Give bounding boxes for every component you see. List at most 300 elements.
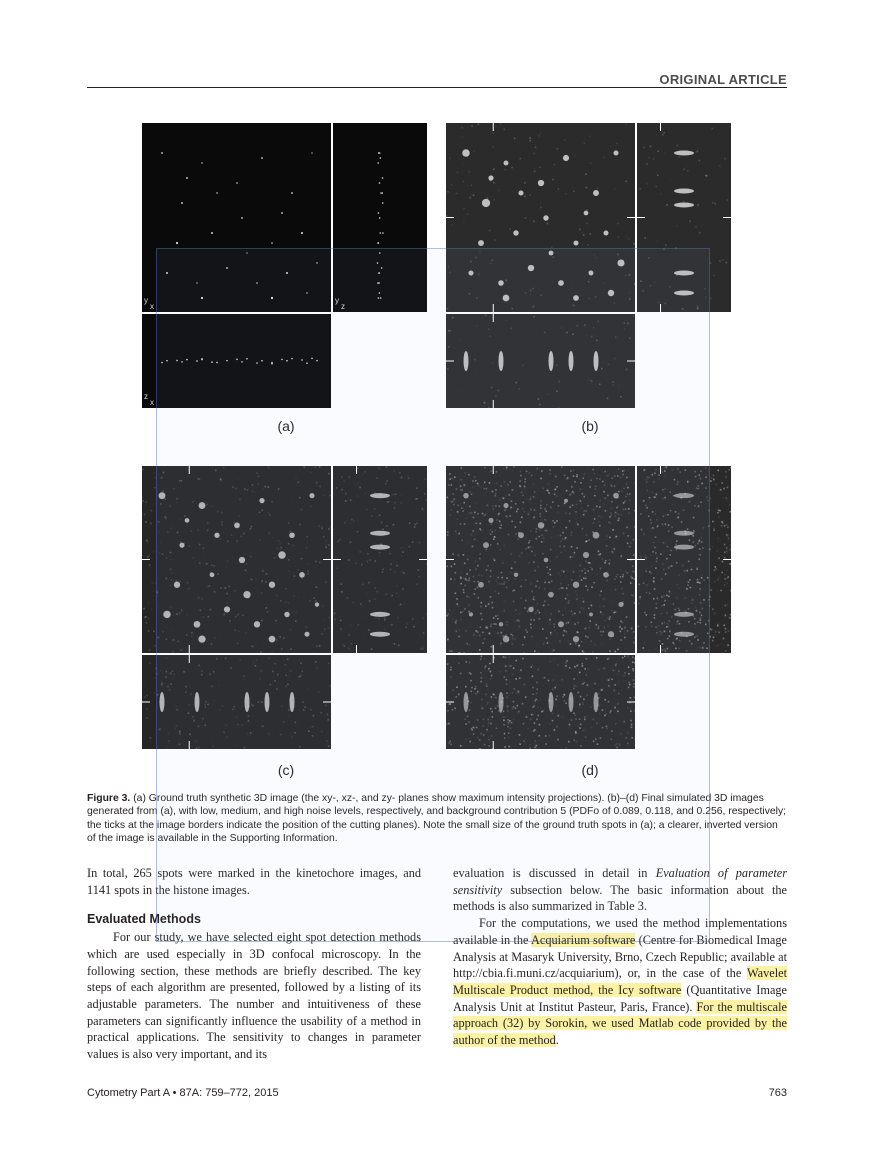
noise-grain [525,736,527,738]
noise-grain [612,529,614,531]
noise-grain [688,581,690,583]
noise-grain [204,704,206,706]
noise-grain [506,280,508,282]
noise-grain [500,524,502,526]
noise-grain [633,243,635,245]
noise-grain [534,492,536,494]
noise-grain [449,158,451,160]
noise-grain [694,623,696,625]
noise-grain [160,670,162,672]
noise-grain [474,359,476,361]
noise-grain [634,571,635,573]
noise-grain [179,612,181,614]
noise-grain [514,745,516,747]
noise-grain [512,583,514,585]
noise-grain [352,602,354,604]
noise-grain [447,240,449,242]
noise-grain [553,526,555,528]
noise-grain [511,634,513,636]
noise-grain [509,228,511,230]
noise-grain [476,727,478,729]
noise-grain [624,656,626,658]
noise-grain [316,645,318,647]
noise-grain [571,579,573,581]
noise-grain [515,578,517,580]
noise-grain [494,560,496,562]
noise-grain [398,645,400,647]
noise-grain [198,747,200,749]
noise-grain [598,669,600,671]
noise-grain [251,704,253,706]
noise-grain [544,582,546,584]
noise-grain [529,194,531,196]
spot [243,591,250,598]
noise-grain [500,671,502,673]
noise-grain [723,488,725,490]
noise-grain [565,537,567,539]
noise-grain [573,191,575,193]
noise-grain [632,582,634,584]
noise-grain [587,716,589,718]
noise-grain [479,633,481,635]
spot [176,242,178,244]
noise-grain [245,553,247,555]
noise-grain [646,507,648,509]
noise-grain [671,565,673,567]
noise-grain [530,627,532,629]
noise-grain [590,479,592,481]
noise-grain [614,486,616,488]
noise-grain [686,165,688,167]
noise-grain [145,521,147,523]
noise-grain [491,523,493,525]
spot [462,149,470,157]
noise-grain [634,637,635,639]
noise-grain [257,590,259,592]
noise-grain [548,484,550,486]
noise-grain [665,303,667,305]
noise-grain [587,244,589,246]
noise-grain [713,475,715,477]
noise-grain [277,674,279,676]
noise-grain [692,599,694,601]
noise-grain [314,652,316,653]
spot-profile [674,612,694,617]
noise-grain [450,667,452,669]
noise-grain [707,633,709,635]
noise-grain [689,579,691,581]
noise-grain [154,645,156,647]
noise-grain [175,728,177,730]
noise-grain [598,521,600,523]
noise-grain [628,512,630,514]
noise-grain [604,484,606,486]
noise-grain [280,734,282,736]
noise-grain [535,147,537,149]
noise-grain [522,508,524,510]
highlighted-text[interactable]: Acquiarium software [531,932,636,947]
noise-grain [461,507,463,509]
noise-grain [235,590,237,592]
noise-grain [550,549,552,551]
axis-label-x: x [150,398,154,407]
noise-grain [645,557,647,559]
noise-grain [533,518,535,520]
noise-grain [558,684,560,686]
noise-grain [154,677,156,679]
noise-grain [458,555,460,557]
noise-grain [609,563,611,565]
noise-grain [237,478,239,480]
noise-grain [422,648,424,650]
noise-grain [727,487,729,489]
noise-grain [477,719,479,721]
highlighted-text[interactable]: Wavelet Multiscale Product method, the Icy software [453,966,787,997]
noise-grain [409,522,411,524]
noise-grain [283,721,285,723]
spot [513,230,518,235]
noise-grain [469,293,471,295]
noise-grain [288,610,290,612]
noise-grain [241,724,243,726]
spot [380,157,382,159]
noise-grain [596,506,598,508]
noise-grain [362,584,364,586]
noise-grain [482,708,484,710]
noise-grain [318,525,320,527]
noise-grain [651,622,653,624]
noise-grain [247,617,249,619]
noise-grain [301,675,303,677]
noise-grain [263,488,265,490]
noise-grain [145,501,147,503]
spot [216,362,218,364]
noise-grain [602,481,604,483]
noise-grain [460,486,462,488]
noise-grain [487,702,489,704]
noise-grain [723,497,725,499]
noise-grain [693,517,695,519]
noise-grain [556,391,558,393]
text-run: For the computations, we used the method implementations available in the [453,916,787,947]
spot [269,582,275,588]
noise-grain [726,577,728,579]
noise-grain [531,475,533,477]
noise-grain [539,618,541,620]
noise-grain [579,689,581,691]
noise-grain [560,535,562,537]
noise-grain [292,545,294,547]
noise-grain [217,573,219,575]
noise-grain [524,486,526,488]
noise-grain [462,614,464,616]
noise-grain [591,569,593,571]
noise-grain [652,474,654,476]
noise-grain [621,690,623,692]
noise-grain [515,678,517,680]
noise-grain [362,474,364,476]
noise-grain [334,619,336,621]
noise-grain [376,624,378,626]
spot [309,493,314,498]
noise-grain [615,173,617,175]
noise-grain [616,576,618,578]
paragraph: In total, 265 spots were marked in the kinetochore images, and 1141 spots in the histone images. [87,866,421,897]
noise-grain [645,505,647,507]
noise-grain [328,473,330,475]
noise-grain [465,578,467,580]
noise-grain [726,547,728,549]
noise-grain [654,588,656,590]
noise-grain [477,483,479,485]
noise-grain [590,640,592,642]
noise-grain [460,745,462,747]
noise-grain [686,570,688,572]
noise-grain [662,471,664,473]
noise-grain [626,477,628,479]
noise-grain [699,647,701,649]
noise-grain [668,596,670,598]
noise-grain [330,685,331,687]
noise-grain [165,518,167,520]
noise-grain [620,570,622,572]
noise-grain [562,696,564,698]
noise-grain [524,684,526,686]
noise-grain [565,598,567,600]
noise-grain [482,632,484,634]
noise-grain [721,482,723,484]
noise-grain [644,237,646,239]
noise-grain [477,513,479,515]
noise-grain [699,232,701,234]
spot [201,359,203,361]
noise-grain [490,570,492,572]
spot [499,622,503,626]
noise-grain [449,609,451,611]
noise-grain [227,602,229,604]
noise-grain [510,328,512,330]
spot [214,533,219,538]
noise-grain [634,545,635,547]
noise-grain [490,544,492,546]
noise-grain [212,746,214,748]
noise-grain [570,556,572,558]
noise-grain [603,157,605,159]
noise-grain [620,396,622,398]
spot [593,532,600,539]
spot [379,182,381,184]
noise-grain [505,495,507,497]
noise-grain [573,712,575,714]
noise-grain [246,563,248,565]
noise-grain [546,637,548,639]
noise-grain [695,545,697,547]
noise-grain [321,712,323,714]
noise-grain [672,504,674,506]
noise-grain [499,499,501,501]
noise-grain [726,262,728,264]
noise-grain [307,573,309,575]
panel-c-zy-spots [333,466,427,653]
noise-grain [596,478,598,480]
noise-grain [669,632,671,634]
noise-grain [532,665,534,667]
spot [548,592,554,598]
noise-grain [570,726,572,728]
footer-citation [87,1087,279,1099]
noise-grain [699,588,701,590]
noise-grain [504,737,506,739]
noise-grain [534,747,536,749]
noise-grain [591,380,593,382]
noise-grain [357,531,359,533]
noise-grain [540,507,542,509]
noise-grain [247,733,249,735]
noise-grain [309,559,311,561]
noise-grain [577,631,579,633]
noise-grain [590,163,592,165]
spot [261,157,263,159]
noise-grain [359,487,361,489]
noise-grain [149,649,151,651]
noise-grain [294,575,296,577]
noise-grain [589,633,591,635]
noise-grain [623,721,625,723]
noise-grain [701,483,703,485]
noise-grain [712,640,714,642]
noise-grain [552,713,554,715]
spot [377,262,379,264]
noise-grain [729,549,731,551]
noise-grain [587,505,589,507]
noise-grain [622,474,624,476]
noise-grain [390,563,392,565]
noise-grain [336,567,338,569]
noise-grain [710,480,712,482]
noise-grain [696,487,698,489]
noise-grain [511,708,513,710]
noise-grain [447,566,449,568]
noise-grain [304,706,306,708]
noise-grain [167,686,169,688]
noise-grain [464,523,466,525]
noise-grain [624,501,626,503]
noise-grain [179,744,181,746]
noise-grain [187,582,189,584]
noise-grain [731,590,732,592]
noise-grain [643,147,645,149]
noise-grain [576,594,578,596]
noise-grain [617,673,619,675]
noise-grain [531,584,533,586]
noise-grain [144,514,146,516]
noise-grain [553,623,555,625]
noise-grain [299,659,301,661]
noise-grain [366,570,368,572]
noise-grain [567,640,569,642]
noise-grain [727,499,729,501]
noise-grain [362,605,364,607]
noise-grain [468,611,470,613]
spot [608,290,614,296]
spot [382,177,384,179]
spot [236,359,238,361]
noise-grain [602,709,604,711]
noise-grain [565,665,567,667]
noise-grain [607,475,609,477]
noise-grain [728,469,730,471]
noise-grain [449,473,451,475]
noise-grain [548,680,550,682]
noise-grain [316,667,318,669]
noise-grain [386,594,388,596]
noise-grain [155,477,157,479]
panel-label-a: (a) [277,418,295,434]
noise-grain [508,737,510,739]
noise-grain [448,484,450,486]
noise-grain [470,680,472,682]
noise-grain [615,512,617,514]
noise-grain [523,652,525,653]
noise-grain [697,635,699,637]
highlighted-text[interactable]: For the multiscale approach (32) by Sorokin, we used Matlab code provided by the author of the method [453,999,788,1048]
noise-grain [506,683,508,685]
noise-grain [450,578,452,580]
noise-grain [276,688,278,690]
noise-grain [358,470,360,472]
noise-grain [513,701,515,703]
noise-grain [705,175,707,177]
noise-grain [463,502,465,504]
noise-grain [623,680,625,682]
noise-grain [693,530,695,532]
noise-grain [446,615,448,617]
noise-grain [709,596,711,598]
noise-grain [495,591,497,593]
noise-grain [520,471,522,473]
noise-grain [255,665,257,667]
noise-grain [614,744,616,746]
noise-grain [287,677,289,679]
noise-grain [511,722,513,724]
noise-grain [583,184,585,186]
noise-grain [500,634,502,636]
noise-grain [589,233,591,235]
noise-grain [477,680,479,682]
noise-grain [536,745,538,747]
spot [381,267,383,269]
noise-grain [500,632,502,634]
noise-grain [166,557,168,559]
noise-grain [492,133,494,135]
noise-grain [158,521,160,523]
panel-d-xy-projection [446,466,635,653]
noise-grain [307,545,309,547]
noise-grain [591,586,593,588]
noise-grain [678,648,680,650]
noise-grain [638,584,640,586]
noise-grain [157,694,159,696]
noise-grain [571,611,573,613]
noise-grain [552,405,554,407]
noise-grain [537,610,539,612]
noise-grain [505,657,507,659]
noise-grain [654,473,656,475]
noise-grain [675,544,677,546]
noise-grain [478,597,480,599]
spot [271,362,273,364]
noise-grain [631,724,633,726]
